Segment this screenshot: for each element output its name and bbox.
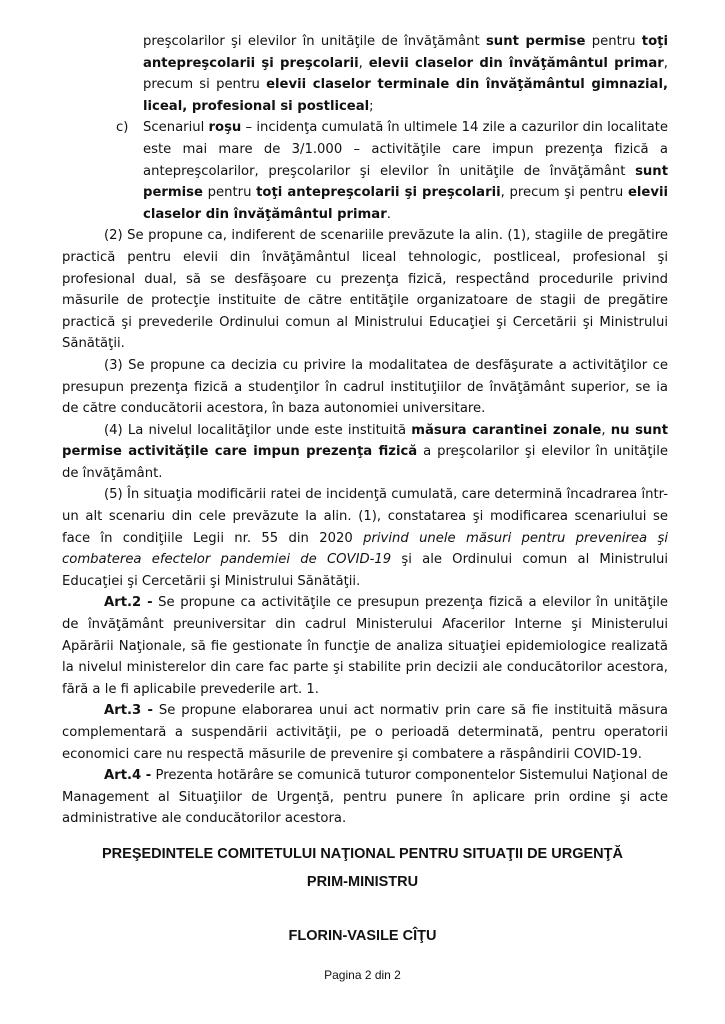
- paragraph-3: (3) Se propune ca decizia cu privire la modalitatea de desfăşurate a activităţilor ce presupun prezenţa fizică a studenţilor în cadrul instituţiilor de învăţământ superior, se ia de către conducătorii acestora, în baza autonomiei universitare.: [62, 357, 668, 417]
- article-label: Art.4 -: [104, 768, 152, 784]
- page-number: Pagina 2 din 2: [324, 968, 401, 982]
- article-2: Art.2 - Se propune ca activităţile ce presupun prezenţa fizică a elevilor în unităţile de învăţământ preuniversitar din cadrul Ministerului Afacerilor Interne şi Ministerului Apărării Naţionale, să fie gestionate în funcţie de analiza situaţiei epidemiologice realizată la nivelul ministerelor din care fac parte şi stabilite prin decizii ale conducătorilor acestora, fără a le fi aplicabile prevederile art. 1.: [62, 595, 668, 697]
- signature-title: PREŞEDINTELE COMITETULUI NAŢIONAL PENTRU SITUAŢII DE URGENŢĂ: [102, 846, 623, 862]
- signature-name: FLORIN-VASILE CÎŢU: [288, 928, 437, 944]
- scenario-c-text: Scenariul roşu – incidenţa cumulată în ultimele 14 zile a cazurilor din localitate este mai mare de 3/1.000 – activităţile care impun prezenţa fizică a antepreşcolarilor, preşcolarilor şi elevilor în unităţile de învăţământ sunt permise pentru toţi antepreşcolarii şi preşcolarii, precum şi pentru elevii claselor din învăţământul primar.: [143, 120, 669, 222]
- list-marker: c): [116, 120, 129, 136]
- article-label: Art.2 -: [104, 595, 153, 611]
- article-4: Art.4 - Prezenta hotărâre se comunică tuturor componentelor Sistemului Naţional de Management al Situaţiilor de Urgenţă, pentru punere în aplicare prin ordine şi acte administrative ale conducătorilor acestora.: [62, 768, 669, 827]
- scenario-c-item: [62, 117, 668, 225]
- article-3: Art.3 - Se propune elaborarea unui act normativ prin care să fie instituită măsura complementară a suspendării activităţii, pe o perioadă determinată, pentru operatorii economici care nu respectă măsurile de prevenire şi combatere a răspândirii COVID-19.: [62, 703, 668, 762]
- document-body: [62, 31, 668, 830]
- article-label: Art.3 -: [104, 703, 153, 719]
- paragraph-5: (5) În situaţia modificării ratei de incidenţă cumulată, care determină încadrarea într-un alt scenariu din cele prevăzute la alin. (1), constatarea şi modificarea scenariului se face în condiţiile Legii nr. 55 din 2020 privind unele măsuri pentru prevenirea şi combaterea efectelor pandemiei de COVID-19 şi ale Ordinului comun al Ministrului Educaţiei şi Cercetării şi Ministrului Sănătăţii.: [62, 487, 669, 589]
- paragraph-4: (4) La nivelul localităţilor unde este instituită măsura carantinei zonale, nu sunt permise activităţile care impun prezenţa fizică a preşcolarilor şi elevilor în unităţile de învăţământ.: [62, 422, 668, 481]
- paragraph-2: (2) Se propune ca, indiferent de scenariile prevăzute la alin. (1), stagiile de pregătire practică pentru elevii din învăţământul liceal tehnologic, postliceal, profesional şi profesional dual, să se desfăşoare cu prezenţa fizică, respectând procedurile privind măsurile de protecţie instituite de către entităţile organizatoare de stagii de pregătire practică şi prevederile Ordinului comun al Ministrului Educaţiei şi Cercetării şi Ministrului Sănătăţii.: [62, 228, 668, 352]
- signature-role: PRIM-MINISTRU: [306, 874, 419, 890]
- scenario-b-continuation: preşcolarilor şi elevilor în unităţile de învăţământ sunt permise pentru toţi antepreşcolarii şi preşcolarii, elevii claselor din învăţământul primar, precum si pentru elevii claselor terminale din învăţământul gimnazial, liceal, profesional si postliceal;: [143, 34, 668, 114]
